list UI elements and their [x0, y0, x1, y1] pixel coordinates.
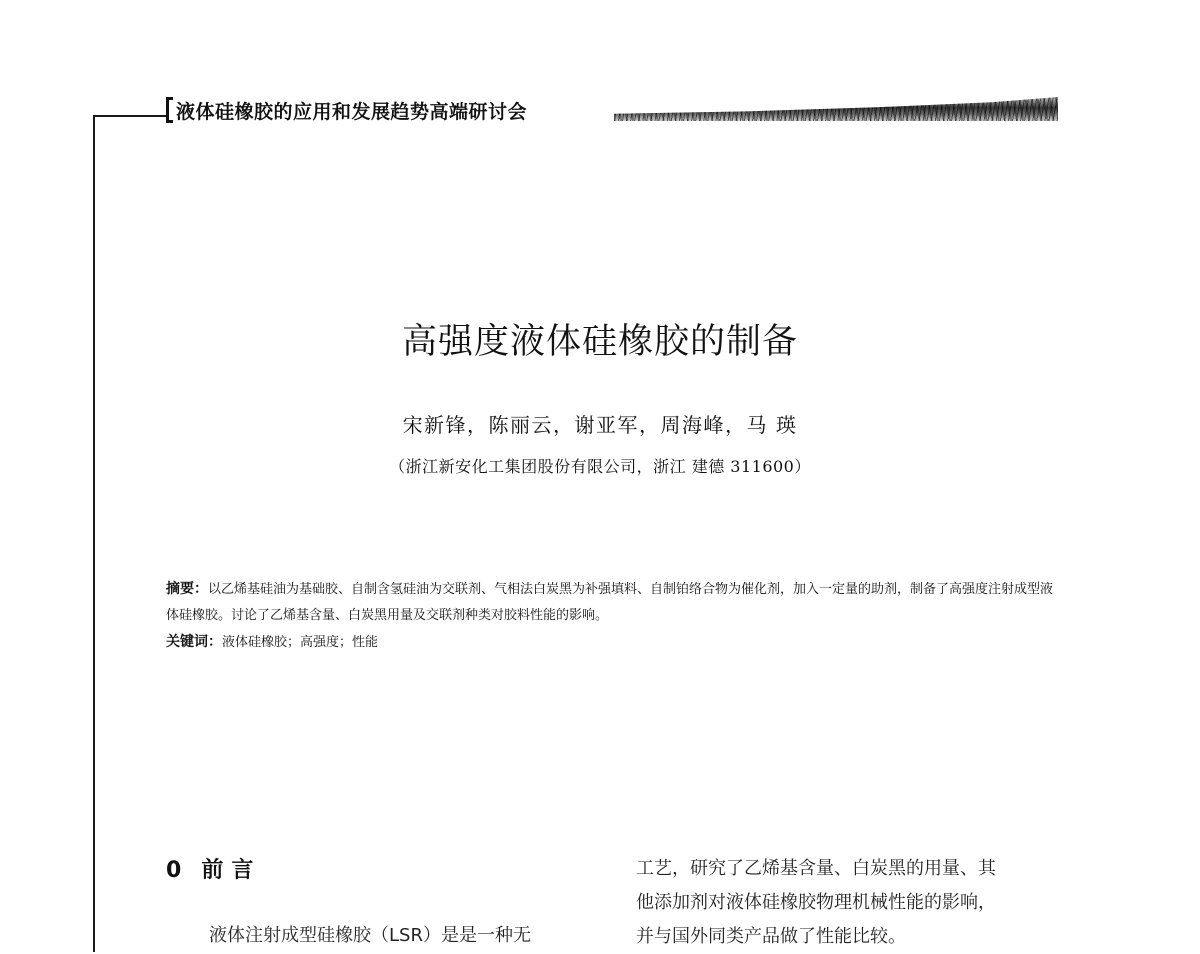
- section-number: 0: [166, 858, 182, 883]
- section-heading: [166, 853, 261, 884]
- header-connector-rule: [93, 115, 166, 117]
- abstract-block: [166, 576, 1056, 656]
- right-column-line-3: 并与国外同类产品做了性能比较。: [636, 926, 906, 947]
- keywords-paragraph: [166, 629, 1056, 656]
- keywords-text: 液体硅橡胶；高强度；性能: [222, 635, 379, 650]
- running-header-title: 液体硅橡胶的应用和发展趋势高端研讨会: [176, 101, 528, 123]
- left-column-line: 液体注射成型硅橡胶（LSR）是是一种无: [209, 925, 531, 946]
- header-decorative-band: [614, 97, 1058, 121]
- right-column-line-1: 工艺，研究了乙烯基含量、白炭黑的用量、其: [636, 858, 996, 879]
- abstract-text: 以乙烯基硅油为基础胶、自制含氢硅油为交联剂、气相法白炭黑为补强填料、自制铂络合物为催化剂，加入一定量的助剂，制备了高强度注射成型液体硅橡胶。讨论了乙烯基含量、白炭黑用量及交联剂种类对胶料性能的影响。: [166, 582, 1054, 623]
- affiliation: （浙江新安化工集团股份有限公司，浙江 建德 311600）: [389, 457, 811, 476]
- right-column-line-2: 他添加剂对液体硅橡胶物理机械性能的影响，: [636, 892, 996, 913]
- paper-title: 高强度液体硅橡胶的制备: [401, 322, 798, 362]
- keywords-label: 关键词：: [166, 634, 222, 650]
- section-title: 前言: [201, 858, 262, 883]
- left-margin-rule: [93, 115, 95, 952]
- running-header: [166, 93, 1058, 127]
- abstract-label: 摘要：: [166, 581, 208, 597]
- author-list: 宋新锋，陈丽云，谢亚军，周海峰，马 瑛: [402, 413, 798, 437]
- header-bracket: [166, 97, 173, 123]
- right-column: [636, 852, 1056, 954]
- left-column: [209, 921, 609, 951]
- abstract-paragraph: [166, 576, 1056, 629]
